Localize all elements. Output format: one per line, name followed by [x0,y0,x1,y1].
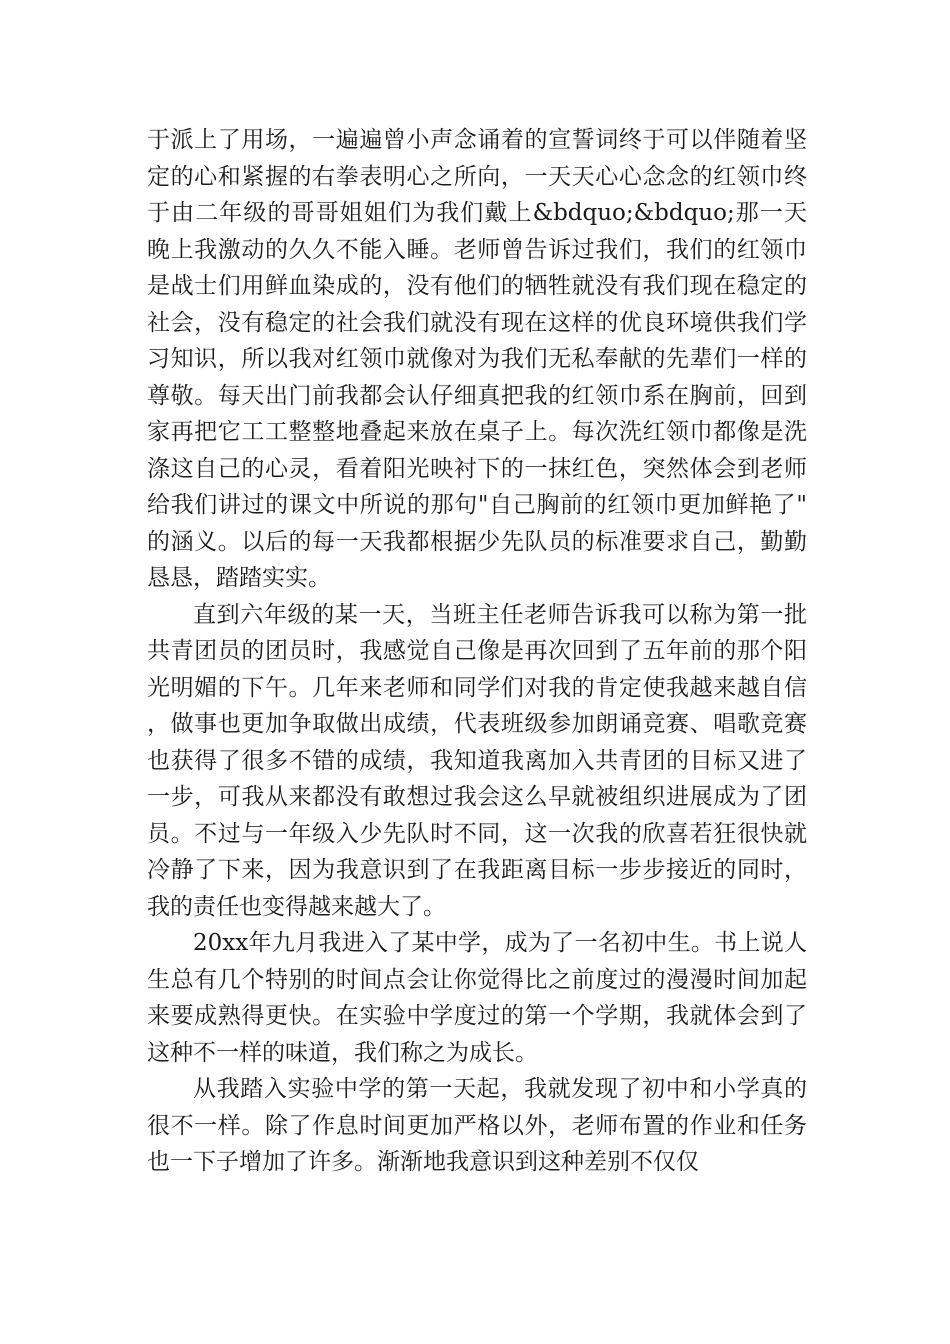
document-body [147,122,807,1181]
paragraph-3: 20xx年九月我进入了某中学，成为了一名初中生。书上说人生总有几个特别的时间点会让你觉得比之前度过的漫漫时间加起来要成熟得更快。在实验中学度过的第一个学期，我就体会到了这种不一样的味道，我们称之为成长。 [147,930,807,1066]
paragraph-1: 于派上了用场，一遍遍曾小声念诵着的宣誓词终于可以伴随着坚定的心和紧握的右拳表明心之所向，一天天心心念念的红领巾终于由二年级的哥哥姐姐们为我们戴上&bdquo;&bdquo;那一天晚上我激动的久久不能入睡。老师曾告诉过我们，我们的红领巾是战士们用鲜血染成的，没有他们的牺牲就没有我们现在稳定的社会，没有稳定的社会我们就没有现在这样的优良环境供我们学习知识，所以我对红领巾就像对为我们无私奉献的先辈们一样的尊敬。每天出门前我都会认仔细真把我的红领巾系在胸前，回到家再把它工工整整地叠起来放在桌子上。每次洗红领巾都像是洗涤这自己的心灵，看着阳光映衬下的一抹红色，突然体会到老师给我们讲过的课文中所说的那句"自己胸前的红领巾更加鲜艳了"的涵义。以后的每一天我都根据少先队员的标准要求自己，勤勤恳恳，踏踏实实。 [147,127,807,591]
paragraph-4: 从我踏入实验中学的第一天起，我就发现了初中和小学真的很不一样。除了作息时间更加严格以外，老师布置的作业和任务也一下子增加了许多。渐渐地我意识到这种差别不仅仅 [147,1076,807,1175]
paragraph-2: 直到六年级的某一天，当班主任老师告诉我可以称为第一批共青团员的团员时，我感觉自己像是再次回到了五年前的那个阳光明媚的下午。几年来老师和同学们对我的肯定使我越来越自信，做事也更加争取做出成绩，代表班级参加朗诵竞赛、唱歌竞赛也获得了很多不错的成绩，我知道我离加入共青团的目标又进了一步，可我从来都没有敢想过我会这么早就被组织进展成为了团员。不过与一年级入少先队时不同，这一次我的欣喜若狂很快就冷静了下来，因为我意识到了在我距离目标一步步接近的同时，我的责任也变得越来越大了。 [147,601,807,920]
